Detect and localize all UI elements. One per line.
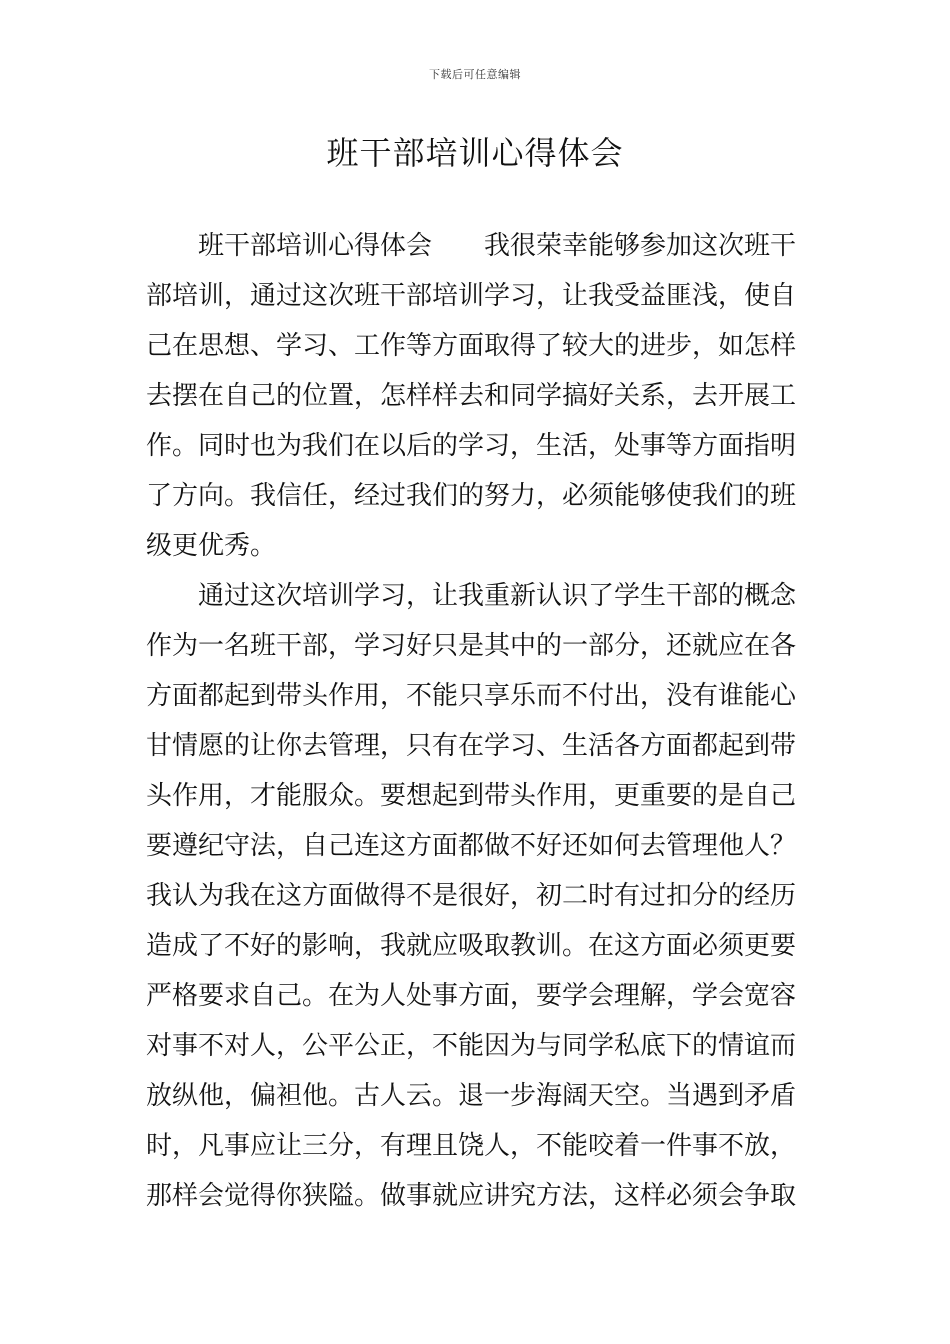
- line-text: 班干部培训心得体会 我很荣幸能够参加这次班干: [198, 231, 797, 261]
- line-text: 甘情愿的让你去管理，只有在学习、生活各方面都起到带: [146, 731, 797, 761]
- line-text: 那样会觉得你狭隘。做事就应讲究方法，这样必须会争取: [146, 1181, 797, 1211]
- line-text: 时，凡事应让三分，有理且饶人，不能咬着一件事不放，: [146, 1131, 797, 1161]
- body-line: [0, 1121, 950, 1171]
- body-line: [0, 521, 950, 571]
- line-text: 去摆在自己的位置，怎样样去和同学搞好关系，去开展工: [146, 381, 797, 411]
- line-text: 方面都起到带头作用，不能只享乐而不付出，没有谁能心: [146, 681, 797, 711]
- line-text: 作。同时也为我们在以后的学习，生活，处事等方面指明: [146, 431, 797, 461]
- body-line: [0, 821, 950, 871]
- body-line: [0, 221, 950, 271]
- body-line: [0, 721, 950, 771]
- document-title: 班干部培训心得体会: [326, 134, 624, 172]
- line-text: 级更优秀。: [146, 531, 277, 561]
- body-line: [0, 271, 950, 321]
- line-text: 放纵他，偏袒他。古人云。退一步海阔天空。当遇到矛盾: [146, 1081, 797, 1111]
- body-line: [0, 421, 950, 471]
- line-text: 己在思想、学习、工作等方面取得了较大的进步，如怎样: [146, 331, 797, 361]
- line-text: 部培训，通过这次班干部培训学习，让我受益匪浅，使自: [146, 281, 797, 311]
- line-text: 了方向。我信任，经过我们的努力，必须能够使我们的班: [146, 481, 797, 511]
- header-note: 下载后可任意编辑: [429, 68, 521, 81]
- body-line: [0, 671, 950, 721]
- line-text: 作为一名班干部，学习好只是其中的一部分，还就应在各: [146, 631, 797, 661]
- line-text: 对事不对人，公平公正，不能因为与同学私底下的情谊而: [146, 1031, 797, 1061]
- body-line: [0, 1071, 950, 1121]
- body-line: [0, 871, 950, 921]
- body-line: [0, 571, 950, 621]
- body-line: [0, 371, 950, 421]
- body-line: [0, 321, 950, 371]
- body-line: [0, 771, 950, 821]
- body-line: [0, 621, 950, 671]
- body-line: [0, 971, 950, 1021]
- line-text: 严格要求自己。在为人处事方面，要学会理解，学会宽容: [146, 981, 797, 1011]
- line-text: 造成了不好的影响，我就应吸取教训。在这方面必须更要: [146, 931, 797, 961]
- line-text: 头作用，才能服众。要想起到带头作用，更重要的是自己: [146, 781, 797, 811]
- body-line: [0, 921, 950, 971]
- line-text: 要遵纪守法，自己连这方面都做不好还如何去管理他人？: [146, 831, 797, 861]
- body-line: [0, 1171, 950, 1221]
- body-line: [0, 471, 950, 521]
- line-text: 通过这次培训学习，让我重新认识了学生干部的概念: [198, 581, 797, 611]
- body-line: [0, 1021, 950, 1071]
- line-text: 我认为我在这方面做得不是很好，初二时有过扣分的经历: [146, 881, 797, 911]
